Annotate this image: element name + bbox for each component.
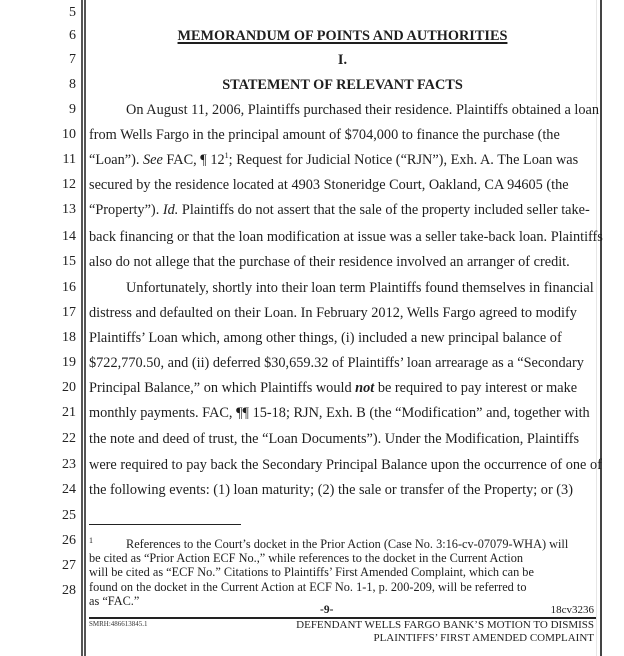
line-number: 25: [62, 508, 76, 523]
text-run: Plaintiffs do not assert that the sale of the property included seller take-: [178, 202, 590, 218]
line-number: 24: [62, 482, 76, 497]
document-id: SMRH:486613845.1: [89, 620, 148, 628]
body-line-22: the note and deed of trust, the “Loan Documents”). Under the Modification, Plaintiffs: [89, 431, 580, 447]
line-number: 27: [62, 558, 76, 573]
footnote-line: References to the Court’s docket in the Prior Action (Case No. 3:16-cv-07079-WHA) will: [126, 537, 569, 551]
footnote-mark: 1: [89, 536, 93, 545]
line-number: 12: [62, 177, 76, 192]
text-run: Principal Balance,” on which Plaintiffs would: [89, 380, 356, 396]
body-line-18: Plaintiffs’ Loan which, among other things, (i) included a new principal balance of: [89, 330, 562, 346]
line-number: 26: [62, 533, 76, 548]
right-margin-rule: [600, 0, 602, 656]
body-line-24: the following events: (1) loan maturity; (2) the sale or transfer of the Property; or (3): [89, 482, 573, 498]
line-number: 8: [69, 77, 76, 92]
left-margin-rule-inner: [84, 0, 86, 656]
left-margin-rule-outer: [81, 0, 83, 656]
text-run: “Property”).: [89, 202, 163, 218]
section-number: I.: [337, 52, 348, 68]
citation-signal: See: [142, 152, 163, 168]
right-margin-guide: [596, 0, 597, 656]
line-number: 7: [69, 52, 76, 67]
line-number: 17: [62, 305, 76, 320]
body-line-15: also do not allege that the purchase of their residence involved an arranger of credit.: [89, 254, 570, 270]
line-number: 6: [69, 28, 76, 43]
body-line-17: distress and defaulted on their Loan. In February 2012, Wells Fargo agreed to modify: [89, 305, 577, 321]
section-heading: STATEMENT OF RELEVANT FACTS: [222, 77, 463, 93]
line-number: 9: [69, 102, 76, 117]
footer-document-title: [296, 619, 594, 645]
line-number: 15: [62, 254, 76, 269]
citation-signal: Id.: [162, 202, 179, 218]
line-number: 23: [62, 457, 76, 472]
line-number: 20: [62, 380, 76, 395]
line-number: 5: [69, 5, 76, 20]
text-run: “Loan”).: [89, 152, 143, 168]
line-number: 21: [62, 405, 76, 420]
case-number: 18cv3236: [550, 604, 594, 616]
body-line-21: monthly payments. FAC, ¶¶ 15-18; RJN, Exh. B (the “Modification” and, together with: [89, 405, 590, 421]
body-line-19: $722,770.50, and (ii) deferred $30,659.32 of Plaintiffs’ loan arrearage as a “Secondary: [89, 355, 584, 371]
footnote-line: will be cited as “ECF No.” Citations to Plaintiffs’ First Amended Complaint, which can be: [89, 565, 534, 580]
body-line-14: back financing or that the loan modification at issue was a seller take-back loan. Plaintiffs: [89, 229, 603, 245]
body-line-11: [89, 152, 578, 168]
footnote-reference[interactable]: 1: [224, 151, 229, 161]
line-number: 13: [62, 202, 76, 217]
emphasis-text: not: [355, 380, 375, 396]
footer-title-line: PLAINTIFFS’ FIRST AMENDED COMPLAINT: [373, 632, 594, 644]
line-number: 18: [62, 330, 76, 345]
body-line-12: secured by the residence located at 4903 Stoneridge Court, Oakland, CA 94605 (the: [89, 177, 569, 193]
line-number: 22: [62, 431, 76, 446]
footnote-line: as “FAC.”: [89, 593, 140, 608]
document-title: MEMORANDUM OF POINTS AND AUTHORITIES: [177, 28, 508, 44]
footnote-line: be cited as “Prior Action ECF No.,” while references to the docket in the Current Action: [89, 551, 524, 566]
line-number: 19: [62, 355, 76, 370]
footnote-separator: [89, 524, 241, 525]
body-line-13: [89, 202, 590, 218]
body-line-23: were required to pay back the Secondary Principal Balance upon the occurrence of one of: [89, 457, 602, 473]
footnote-text: [89, 537, 596, 608]
body-line-20: [89, 380, 577, 396]
line-number: 28: [62, 583, 76, 598]
text-run: be required to pay interest or make: [374, 380, 578, 396]
page-number: -9-: [320, 604, 334, 616]
footnote-line: found on the docket in the Current Action at ECF No. 1-1, p. 200-209, will be referred to: [89, 579, 527, 594]
body-line-9: On August 11, 2006, Plaintiffs purchased their residence. Plaintiffs obtained a loan: [126, 102, 600, 118]
line-number: 10: [62, 127, 76, 142]
text-run: ; Request for Judicial Notice (“RJN”), Exh. A. The Loan was: [228, 152, 579, 168]
body-line-16: Unfortunately, shortly into their loan term Plaintiffs found themselves in financial: [126, 280, 594, 296]
body-line-10: from Wells Fargo in the principal amount of $704,000 to finance the purchase (the: [89, 127, 560, 143]
line-number: 14: [62, 229, 76, 244]
text-run: FAC, ¶ 12: [162, 152, 225, 168]
line-numbers: [0, 0, 80, 656]
line-number: 16: [62, 280, 76, 295]
line-number: 11: [62, 152, 76, 167]
footer-title-line: DEFENDANT WELLS FARGO BANK’S MOTION TO DISMISS: [296, 619, 594, 631]
